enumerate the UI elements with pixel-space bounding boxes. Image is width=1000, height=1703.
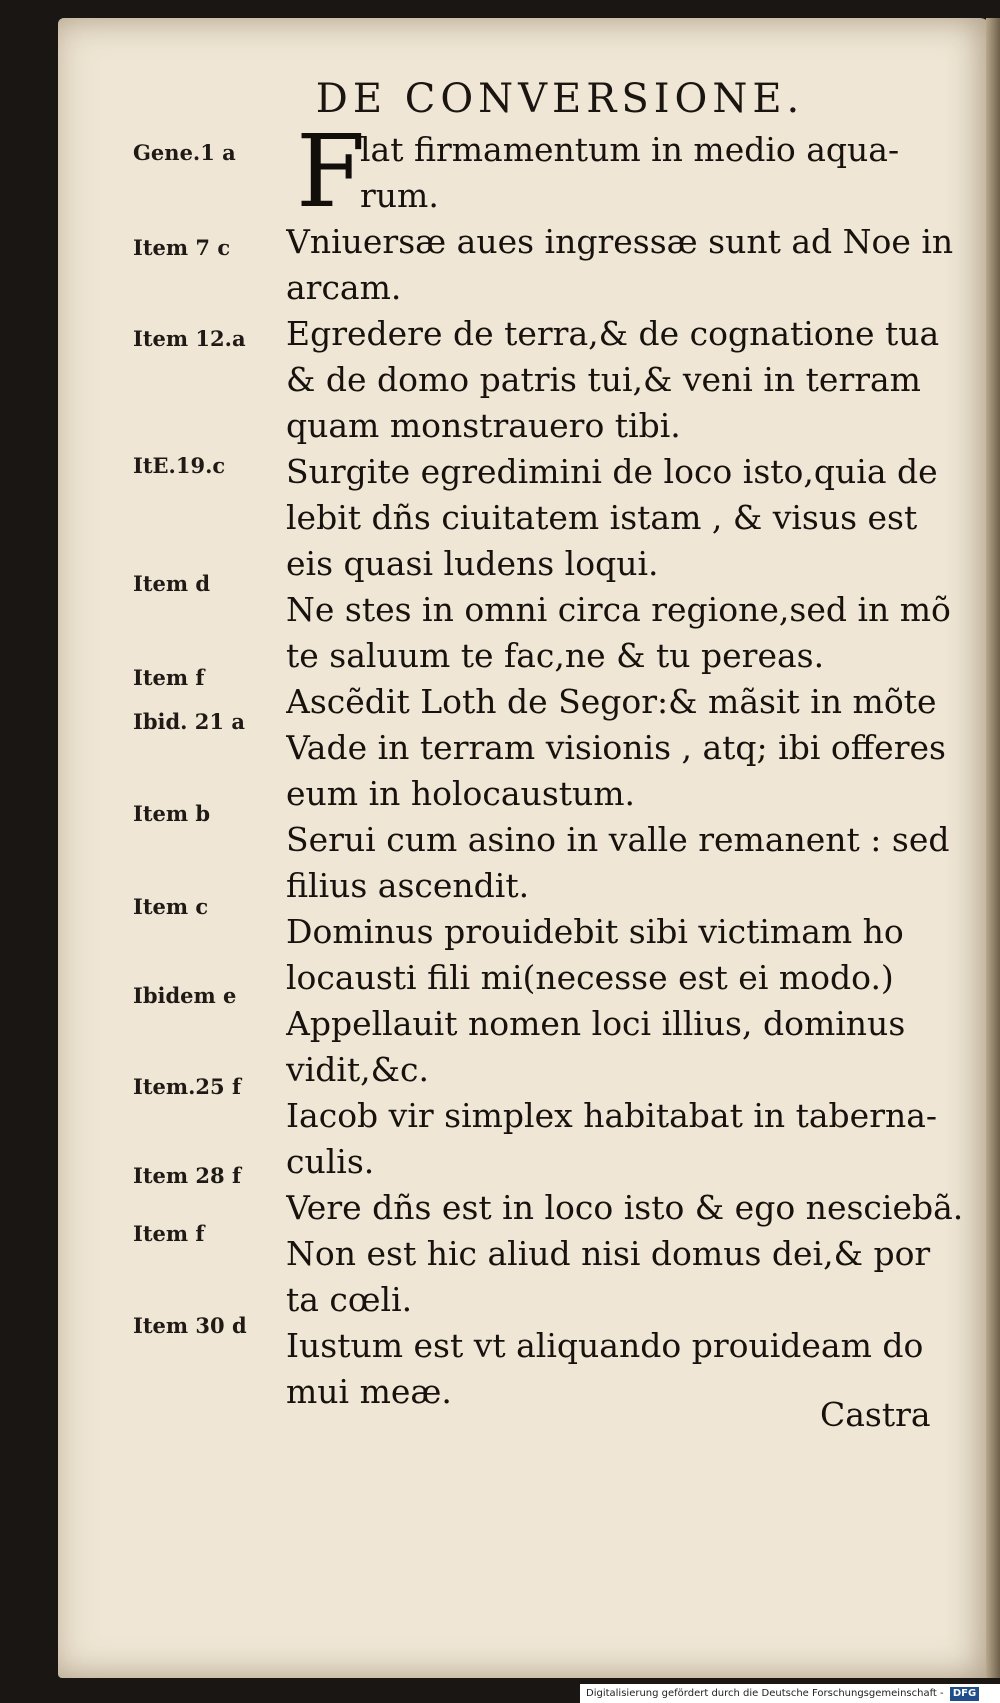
text-line: ta cœli. (286, 1280, 413, 1319)
drop-cap: F (296, 113, 366, 230)
dfg-logo: DFG (950, 1687, 979, 1701)
page-header: DE CONVERSIONE. (315, 76, 805, 122)
text-line: Ne stes in omni circa regione,sed in mõ (286, 590, 951, 629)
text-line: quam monstrauero tibi. (286, 406, 681, 445)
margin-note: Item 30 d (133, 1313, 247, 1338)
text-line: mui meæ. (286, 1372, 452, 1411)
margin-note: Gene.1 a (133, 140, 236, 165)
margin-note: Item 12.a (133, 326, 246, 351)
text-line: eis quasi ludens loqui. (286, 544, 659, 583)
text-line: vidit,&c. (286, 1050, 429, 1089)
margin-note: Item f (133, 665, 205, 690)
text-line: & de domo patris tui,& veni in terram (286, 360, 921, 399)
text-line: locausti fili mi(necesse est ei modo.) (286, 958, 894, 997)
text-line: Iacob vir simplex habitabat in taberna- (286, 1096, 938, 1135)
text-line: Non est hic aliud nisi domus dei,& por (286, 1234, 931, 1273)
text-line: culis. (286, 1142, 375, 1181)
text-line: eum in holocaustum. (286, 774, 636, 813)
margin-note: Ibidem e (133, 983, 237, 1008)
text-line: rum. (360, 176, 439, 215)
margin-note: Item 7 c (133, 235, 231, 260)
text-line: Iustum est vt aliquando prouideam do (286, 1326, 924, 1365)
text-line: Vniuersæ aues ingressæ sunt ad Noe in (286, 222, 954, 261)
text-line: te saluum te fac,ne & tu pereas. (286, 636, 825, 675)
margin-note: Ibid. 21 a (133, 709, 245, 734)
text-line: Dominus prouidebit sibi victimam ho (286, 912, 904, 951)
page-edge (986, 18, 1000, 1678)
margin-note: Item.25 f (133, 1074, 241, 1099)
text-line: arcam. (286, 268, 402, 307)
margin-note: Item c (133, 894, 209, 919)
margin-note: ItE.19.c (133, 453, 226, 478)
text-line: Vade in terram visionis , atq; ibi offeres (286, 728, 946, 767)
text-line: filius ascendit. (286, 866, 530, 905)
margin-note: Item 28 f (133, 1163, 241, 1188)
text-line: Ascẽdit Loth de Segor:& mãsit in mõte (286, 682, 937, 721)
text-line: Egredere de terra,& de cognatione tua (286, 314, 940, 353)
text-line: Serui cum asino in valle remanent : sed (286, 820, 950, 859)
margin-note: Item d (133, 571, 211, 596)
margin-note: Item f (133, 1221, 205, 1246)
margin-note: Item b (133, 801, 211, 826)
text-line: lebit dñs ciuitatem istam , & visus est (286, 498, 918, 537)
text-line: Surgite egredimini de loco isto,quia de (286, 452, 938, 491)
text-line: Vere dñs est in loco isto & ego nesciebã. (286, 1188, 964, 1227)
digitization-credit (580, 1684, 1000, 1703)
text-line: Appellauit nomen loci illius, dominus (286, 1004, 906, 1043)
catchword: Castra (820, 1395, 931, 1434)
text-line: lat firmamentum in medio aqua- (360, 130, 900, 169)
credit-text: Digitalisierung gefördert durch die Deutsche Forschungsgemeinschaft - (586, 1688, 944, 1699)
